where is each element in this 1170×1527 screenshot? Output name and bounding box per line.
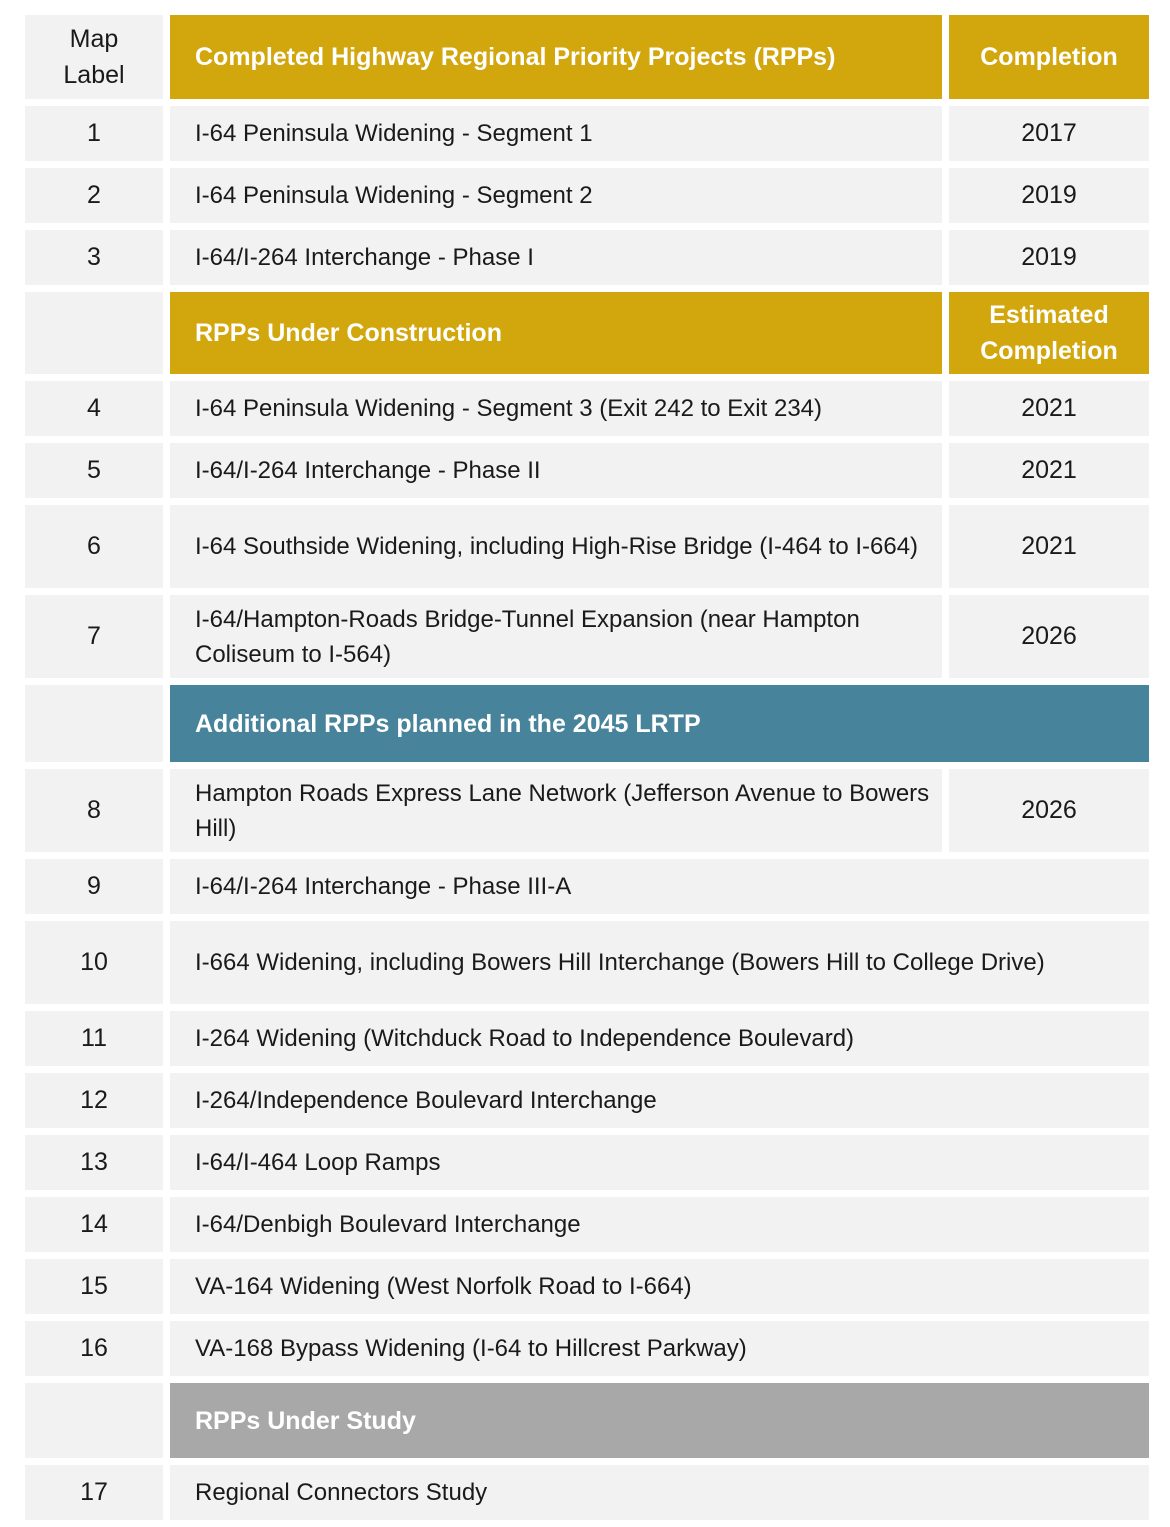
table-row: [25, 1197, 1149, 1252]
map-label-cell: 9: [25, 859, 163, 914]
map-label-cell: 17: [25, 1465, 163, 1520]
table-row: [25, 381, 1149, 436]
project-cell: I-64 Peninsula Widening - Segment 2: [170, 168, 942, 223]
map-label-cell: 6: [25, 505, 163, 588]
project-cell: I-64/Hampton-Roads Bridge-Tunnel Expansion (near Hampton Coliseum to I-564): [170, 595, 942, 678]
map-label-column-header: [25, 15, 163, 99]
map-label-column-header-text: Map Label: [63, 25, 125, 89]
project-cell: I-264 Widening (Witchduck Road to Independence Boulevard): [170, 1011, 1149, 1066]
completion-cell: 2026: [949, 595, 1149, 678]
completion-cell: 2019: [949, 168, 1149, 223]
map-label-cell: 1: [25, 106, 163, 161]
map-label-cell: 11: [25, 1011, 163, 1066]
completion-cell: 2021: [949, 505, 1149, 588]
table-row: [25, 1073, 1149, 1128]
table-row: [25, 1259, 1149, 1314]
table-row: [25, 1465, 1149, 1520]
completion-cell: 2017: [949, 106, 1149, 161]
table-row: [25, 443, 1149, 498]
table-row: [25, 769, 1149, 852]
project-cell: I-664 Widening, including Bowers Hill Interchange (Bowers Hill to College Drive): [170, 921, 1149, 1004]
project-cell: I-64 Peninsula Widening - Segment 1: [170, 106, 942, 161]
project-cell: I-264/Independence Boulevard Interchange: [170, 1073, 1149, 1128]
table-row: [25, 595, 1149, 678]
map-label-cell: 3: [25, 230, 163, 285]
project-cell: VA-168 Bypass Widening (I-64 to Hillcrest Parkway): [170, 1321, 1149, 1376]
table-row: [25, 1321, 1149, 1376]
table-row: [25, 921, 1149, 1004]
table-row: [25, 168, 1149, 223]
map-label-cell-empty: [25, 685, 163, 762]
table-header-row-construction: [25, 292, 1149, 374]
table-row: [25, 1135, 1149, 1190]
project-cell: I-64 Peninsula Widening - Segment 3 (Exit 242 to Exit 234): [170, 381, 942, 436]
project-cell: I-64/I-464 Loop Ramps: [170, 1135, 1149, 1190]
table-header-row-study: [25, 1383, 1149, 1458]
section-header-study: RPPs Under Study: [170, 1383, 1149, 1458]
section-header-completed: Completed Highway Regional Priority Projects (RPPs): [170, 15, 942, 99]
map-label-cell: 5: [25, 443, 163, 498]
table-row: [25, 859, 1149, 914]
table-header-row-completed: [25, 15, 1149, 99]
table-row: [25, 505, 1149, 588]
completion-column-header: Completion: [949, 15, 1149, 99]
map-label-cell: 15: [25, 1259, 163, 1314]
project-cell: VA-164 Widening (West Norfolk Road to I-664): [170, 1259, 1149, 1314]
completion-cell: 2021: [949, 443, 1149, 498]
map-label-cell-empty: [25, 292, 163, 374]
rpp-projects-table: [18, 8, 1156, 1527]
table-row: [25, 230, 1149, 285]
project-cell: I-64/I-264 Interchange - Phase III-A: [170, 859, 1149, 914]
map-label-cell: 13: [25, 1135, 163, 1190]
map-label-cell: 12: [25, 1073, 163, 1128]
project-cell: I-64/Denbigh Boulevard Interchange: [170, 1197, 1149, 1252]
project-cell: Regional Connectors Study: [170, 1465, 1149, 1520]
table-row: [25, 106, 1149, 161]
section-header-planned: Additional RPPs planned in the 2045 LRTP: [170, 685, 1149, 762]
section-header-construction: RPPs Under Construction: [170, 292, 942, 374]
estimated-completion-column-header: Estimated Completion: [949, 292, 1149, 374]
completion-cell: 2019: [949, 230, 1149, 285]
project-cell: I-64 Southside Widening, including High-Rise Bridge (I-464 to I-664): [170, 505, 942, 588]
map-label-cell: 10: [25, 921, 163, 1004]
table-header-row-planned: [25, 685, 1149, 762]
map-label-cell: 16: [25, 1321, 163, 1376]
map-label-cell-empty: [25, 1383, 163, 1458]
completion-cell: 2021: [949, 381, 1149, 436]
completion-cell: 2026: [949, 769, 1149, 852]
map-label-cell: 14: [25, 1197, 163, 1252]
project-cell: I-64/I-264 Interchange - Phase I: [170, 230, 942, 285]
map-label-cell: 7: [25, 595, 163, 678]
map-label-cell: 4: [25, 381, 163, 436]
map-label-cell: 8: [25, 769, 163, 852]
table-row: [25, 1011, 1149, 1066]
map-label-cell: 2: [25, 168, 163, 223]
project-cell: Hampton Roads Express Lane Network (Jefferson Avenue to Bowers Hill): [170, 769, 942, 852]
project-cell: I-64/I-264 Interchange - Phase II: [170, 443, 942, 498]
